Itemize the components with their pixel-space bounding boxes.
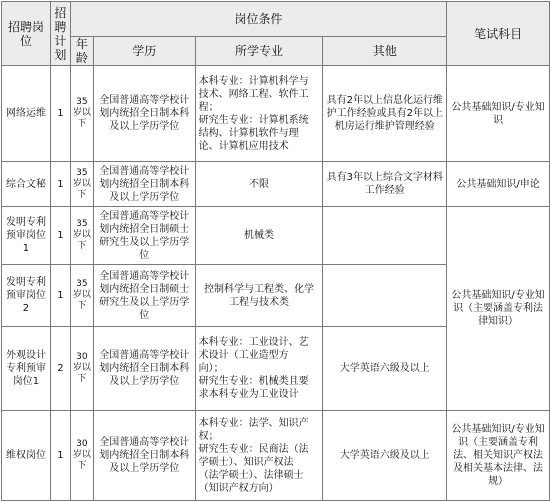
cell-age: 30岁以下 (70, 327, 93, 411)
cell-major (195, 265, 323, 327)
table-row (2, 66, 550, 162)
cell-major (195, 411, 323, 501)
major-line: 本科专业：法学、知识产 (198, 417, 309, 429)
cell-other (323, 207, 447, 265)
cell-major (195, 327, 323, 411)
recruitment-table (1, 1, 550, 501)
cell-quota: 2 (50, 327, 70, 411)
cell-other (323, 265, 447, 327)
major-line: 技术、网络工程、软件工 (198, 88, 309, 100)
cell-age: 35岁以下 (70, 207, 93, 265)
header-age: 年龄 (70, 37, 93, 66)
cell-position: 发明专利 预审岗位2 (2, 265, 51, 327)
cell-education: 全国普通高等学校计划内统招全日制本科及以上学历学位 (93, 411, 195, 501)
cell-exam: 公共基础知识/申论 (447, 162, 550, 207)
major-line: 权； (198, 430, 219, 442)
major-line: （知识产权方向） (198, 482, 279, 494)
major-line: 论、计算机应用技术 (198, 140, 289, 152)
cell-age: 35岁以下 (70, 265, 93, 327)
cell-education: 全国普通高等学校计划内统招全日制硕士研究生及以上学历学位 (93, 265, 195, 327)
major-line: 本科专业：计算机科学与 (198, 75, 309, 87)
header-education: 学历 (93, 37, 195, 66)
table-row (2, 162, 550, 207)
cell-position: 发明专利 预审岗位1 (2, 207, 51, 265)
cell-exam: 公共基础知识/专业知识（主要涵盖专利法、相关知识产权法及相关基本法律、法规） (447, 411, 550, 501)
table-row (2, 411, 550, 501)
cell-major (195, 207, 323, 265)
major-line: 工程与技术类 (229, 296, 290, 308)
cell-other: 具有2年以上信息化运行维护工作经验或具有2年以上机房运行维护管理经验 (323, 66, 447, 162)
cell-position: 维权岗位 (2, 411, 51, 501)
cell-other: 大学英语六级及以上 (323, 411, 447, 501)
cell-quota: 1 (50, 66, 70, 162)
cell-quota: 1 (50, 265, 70, 327)
cell-position: 综合文秘 (2, 162, 51, 207)
header-quota: 招聘计划 (50, 2, 70, 66)
header-major: 所学专业 (195, 37, 323, 66)
cell-other: 大学英语六级及以上 (323, 327, 447, 411)
major-line: 研究生专业：民商法（法 (198, 443, 309, 455)
major-line: （法学硕士）、法律硕士 (198, 469, 304, 481)
cell-exam: 公共基础知识/专业知识 (447, 66, 550, 162)
major-line: 本科专业：工业设计、艺 (198, 337, 309, 348)
major-line: 求本科专业为工业设计 (198, 389, 299, 400)
major-line: 术设计（工业造型方 (198, 350, 289, 361)
cell-education: 全国普通高等学校计划内统招全日制硕士研究生及以上学历学位 (93, 207, 195, 265)
major-line: 研究生专业：计算机系统 (198, 114, 309, 126)
cell-position: 网络运维 (2, 66, 51, 162)
cell-education: 全国普通高等学校计划内统招全日制本科及以上学历学位 (93, 327, 195, 411)
cell-other: 具有3年以上综合文字材料工作经验 (323, 162, 447, 207)
major-line: 程； (198, 101, 219, 113)
cell-education: 全国普通高等学校计划内统招全日制本科及以上学历学位 (93, 162, 195, 207)
header-position: 招聘岗位 (2, 2, 51, 66)
major-line: 研究生专业：机械类且要 (198, 376, 309, 387)
major-line: 机械类 (244, 230, 275, 241)
major-line: 向）； (198, 363, 224, 374)
header-conditions: 岗位条件 (70, 2, 446, 37)
cell-age: 35岁以下 (70, 66, 93, 162)
cell-quota: 1 (50, 207, 70, 265)
cell-position: 外观设计专利预审岗位1 (2, 327, 51, 411)
header-row-1 (2, 2, 550, 37)
major-line: 学硕士）、知识产权法 (198, 456, 294, 468)
cell-major (195, 66, 323, 162)
major-line: 不限 (249, 178, 270, 190)
cell-education: 全国普通高等学校计划内统招全日制本科及以上学历学位 (93, 66, 195, 162)
major-line: 控制科学与工程类、化学 (204, 283, 315, 295)
header-other: 其他 (323, 37, 447, 66)
cell-age: 35岁以下 (70, 162, 93, 207)
cell-age: 30岁以下 (70, 411, 93, 501)
cell-quota: 1 (50, 162, 70, 207)
header-exam: 笔试科目 (447, 2, 550, 66)
cell-major (195, 162, 323, 207)
cell-exam-merged: 公共基础知识/专业知识（主要涵盖专利法律知识） (447, 207, 550, 411)
cell-quota: 1 (50, 411, 70, 501)
major-line: 结构、计算机软件与理 (198, 127, 299, 139)
table-row (2, 207, 550, 265)
